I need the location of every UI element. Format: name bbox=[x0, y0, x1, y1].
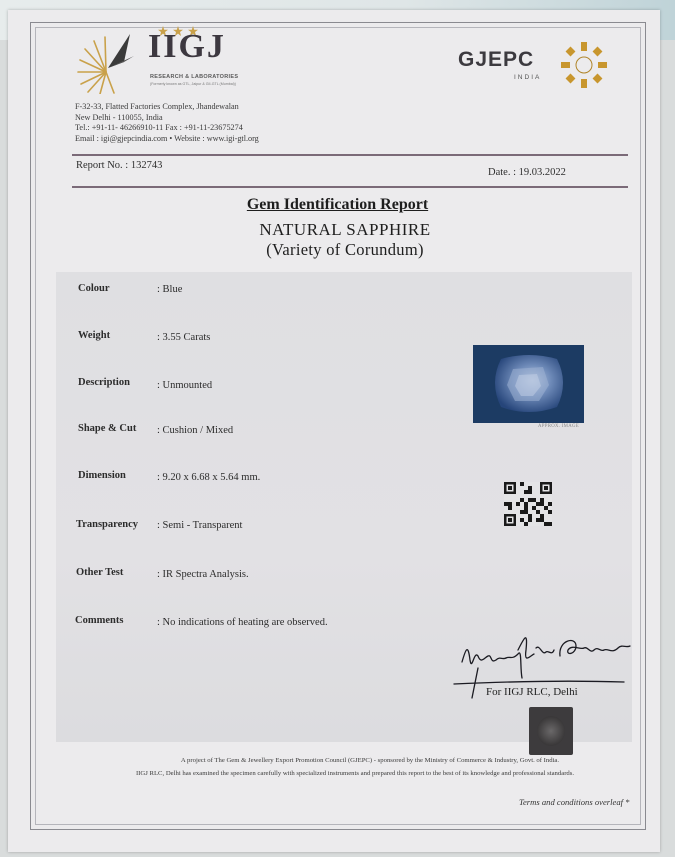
address-line: Email : igi@gjepcindia.com • Website : www.igi-gtl.org bbox=[75, 133, 259, 143]
hologram-seal bbox=[529, 707, 573, 755]
header-rule bbox=[72, 154, 628, 156]
address-line: F-32-33, Flatted Factories Complex, Jhandewalan bbox=[75, 102, 239, 111]
lab-address bbox=[75, 102, 259, 144]
field-label-description: Description bbox=[78, 377, 130, 388]
stone-name: NATURAL SAPPHIRE bbox=[259, 220, 431, 239]
terms-note: Terms and conditions overleaf * bbox=[519, 797, 630, 807]
image-caption: APPROX. IMAGE bbox=[538, 424, 579, 429]
field-value-description: : Unmounted bbox=[157, 380, 213, 391]
field-value-other-test: : IR Spectra Analysis. bbox=[157, 569, 249, 580]
field-value-colour: : Blue bbox=[157, 284, 183, 295]
council-country: INDIA bbox=[514, 74, 542, 81]
field-label-shape-cut: Shape & Cut bbox=[78, 423, 137, 434]
gjepc-emblem-icon bbox=[559, 40, 609, 90]
field-value-transparency: : Semi - Transparent bbox=[157, 520, 243, 531]
field-value-dimension: : 9.20 x 6.68 x 5.64 mm. bbox=[157, 472, 261, 483]
report-heading-text: Gem Identification Report bbox=[246, 196, 429, 213]
council-name: GJEPC bbox=[458, 48, 535, 71]
field-value-shape-cut: : Cushion / Mixed bbox=[157, 425, 234, 436]
address-line: Tel.: +91-11- 46266910-11 Fax : +91-11-23675274 bbox=[75, 123, 243, 132]
field-value-comments: : No indications of heating are observed. bbox=[157, 617, 328, 628]
report-date: Date. : 19.03.2022 bbox=[488, 167, 566, 178]
sunburst-icon bbox=[68, 32, 148, 94]
lab-name: IIGJ bbox=[148, 28, 226, 65]
report-number: Report No. : 132743 bbox=[76, 160, 163, 171]
header-rule bbox=[72, 186, 628, 188]
lab-subtitle: RESEARCH & LABORATORIES bbox=[150, 74, 239, 80]
field-value-weight: : 3.55 Carats bbox=[157, 332, 211, 343]
stone-variety: (Variety of Corundum) bbox=[266, 240, 424, 259]
footer-disclaimer: IIGJ RLC, Delhi has examined the specimen carefully with specialized instruments and prepared this report to the best of its knowledge and professional standards. bbox=[135, 770, 575, 777]
field-label-colour: Colour bbox=[78, 283, 110, 294]
field-label-transparency: Transparency bbox=[76, 519, 139, 530]
field-label-dimension: Dimension bbox=[78, 470, 126, 481]
sapphire-image bbox=[473, 345, 584, 423]
gem-photo bbox=[473, 345, 584, 423]
signatory-line: For IIGJ RLC, Delhi bbox=[486, 686, 578, 698]
iigj-logo bbox=[68, 28, 248, 92]
address-line: New Delhi - 110055, India bbox=[75, 112, 163, 122]
field-label-comments: Comments bbox=[75, 615, 124, 626]
field-label-other-test: Other Test bbox=[76, 567, 124, 578]
report-heading bbox=[0, 196, 675, 214]
field-label-weight: Weight bbox=[78, 330, 111, 341]
hologram-emblem bbox=[537, 716, 565, 746]
gjepc-logo bbox=[456, 46, 616, 96]
footer-project-note: A project of The Gem & Jewellery Export Promotion Council (GJEPC) - sponsored by the Ministry of Commerce & Industry, Govt. of India. bbox=[180, 757, 560, 764]
lab-tagline: (Formerly known as GTL, Jaipur & GII-GTL (Mumbai)) bbox=[150, 82, 236, 86]
qr-code-icon bbox=[504, 482, 552, 526]
